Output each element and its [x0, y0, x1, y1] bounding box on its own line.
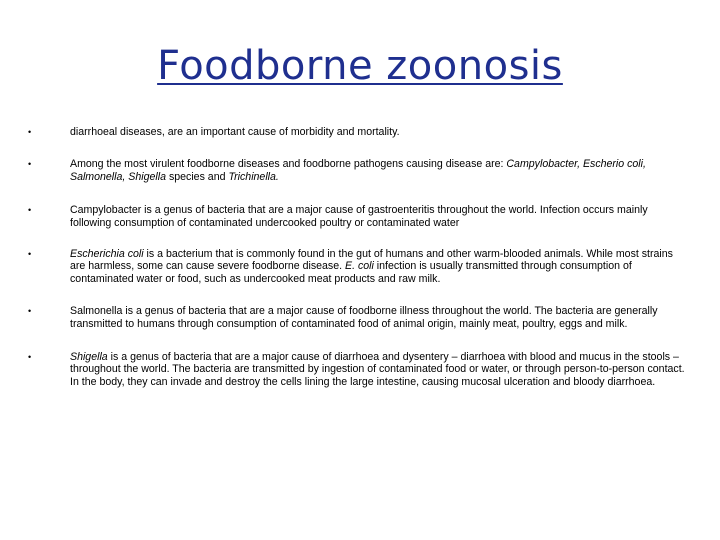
bullet-marker: • — [28, 127, 32, 137]
bullet-item — [28, 126, 690, 138]
bullet-item — [28, 305, 690, 330]
bullet-text — [70, 351, 685, 388]
bullet-text — [70, 204, 648, 228]
text-segment: Salmonella is a genus of bacteria that are a major cause of foodborne illness throughout the world. The bacteria are generally transmitted to humans through consumption of contaminated food of animal origin, mainly meat, poultry, eggs and milk. — [70, 305, 658, 330]
text-segment: is a bacterium that is commonly found in the gut of humans and other warm-blooded animals. While most strains are harmless, some can cause severe foodborne disease. — [70, 248, 673, 273]
text-segment: species and — [166, 170, 229, 183]
italic-term: Campylobacter, Escherio coli, Salmonella, Shigella — [70, 158, 646, 183]
text-segment: infection is usually transmitted through consumption of contaminated water or food, such as undercooked meat products and raw milk. — [70, 260, 632, 285]
bullet-item — [28, 351, 690, 388]
bullet-text — [70, 305, 658, 329]
bullet-item — [28, 158, 690, 183]
italic-term: Trichinella. — [228, 170, 279, 183]
italic-term: Escherichia coli — [70, 248, 144, 261]
bullet-marker: • — [28, 306, 32, 317]
text-segment: is a genus of bacteria that are a major cause of diarrhoea and dysentery – diarrhoea with blood and mucus in the stools – throughout the world. The bacteria are transmitted by ingestion of contaminated food or water, or through person-to-person contact. In the body, they can invade and destroy the cells lining the large intestine, causing mucosal ulceration and bloody diarrhoea. — [70, 351, 685, 388]
bullet-text — [70, 126, 400, 138]
bullet-text — [70, 248, 673, 285]
text-segment: Campylobacter is a genus of bacteria that are a major cause of gastroenteritis throughout the world. Infection occurs mainly following consumption of contaminated undercooked poultry or contaminated water — [70, 204, 648, 229]
bullet-marker: • — [28, 249, 32, 260]
slide-title: Foodborne zoonosis — [157, 43, 563, 89]
italic-term: Shigella — [70, 351, 108, 364]
bullet-marker: • — [28, 159, 32, 170]
text-segment: Among the most virulent foodborne diseases and foodborne pathogens causing disease are: — [70, 158, 507, 171]
bullet-list — [28, 126, 690, 388]
italic-term: E. coli — [345, 260, 374, 273]
bullet-item — [28, 204, 690, 229]
text-segment: diarrhoeal diseases, are an important cause of morbidity and mortality. — [70, 126, 400, 138]
bullet-marker: • — [28, 205, 32, 216]
bullet-item — [28, 248, 690, 285]
bullet-text — [70, 158, 646, 182]
bullet-marker: • — [28, 352, 32, 363]
